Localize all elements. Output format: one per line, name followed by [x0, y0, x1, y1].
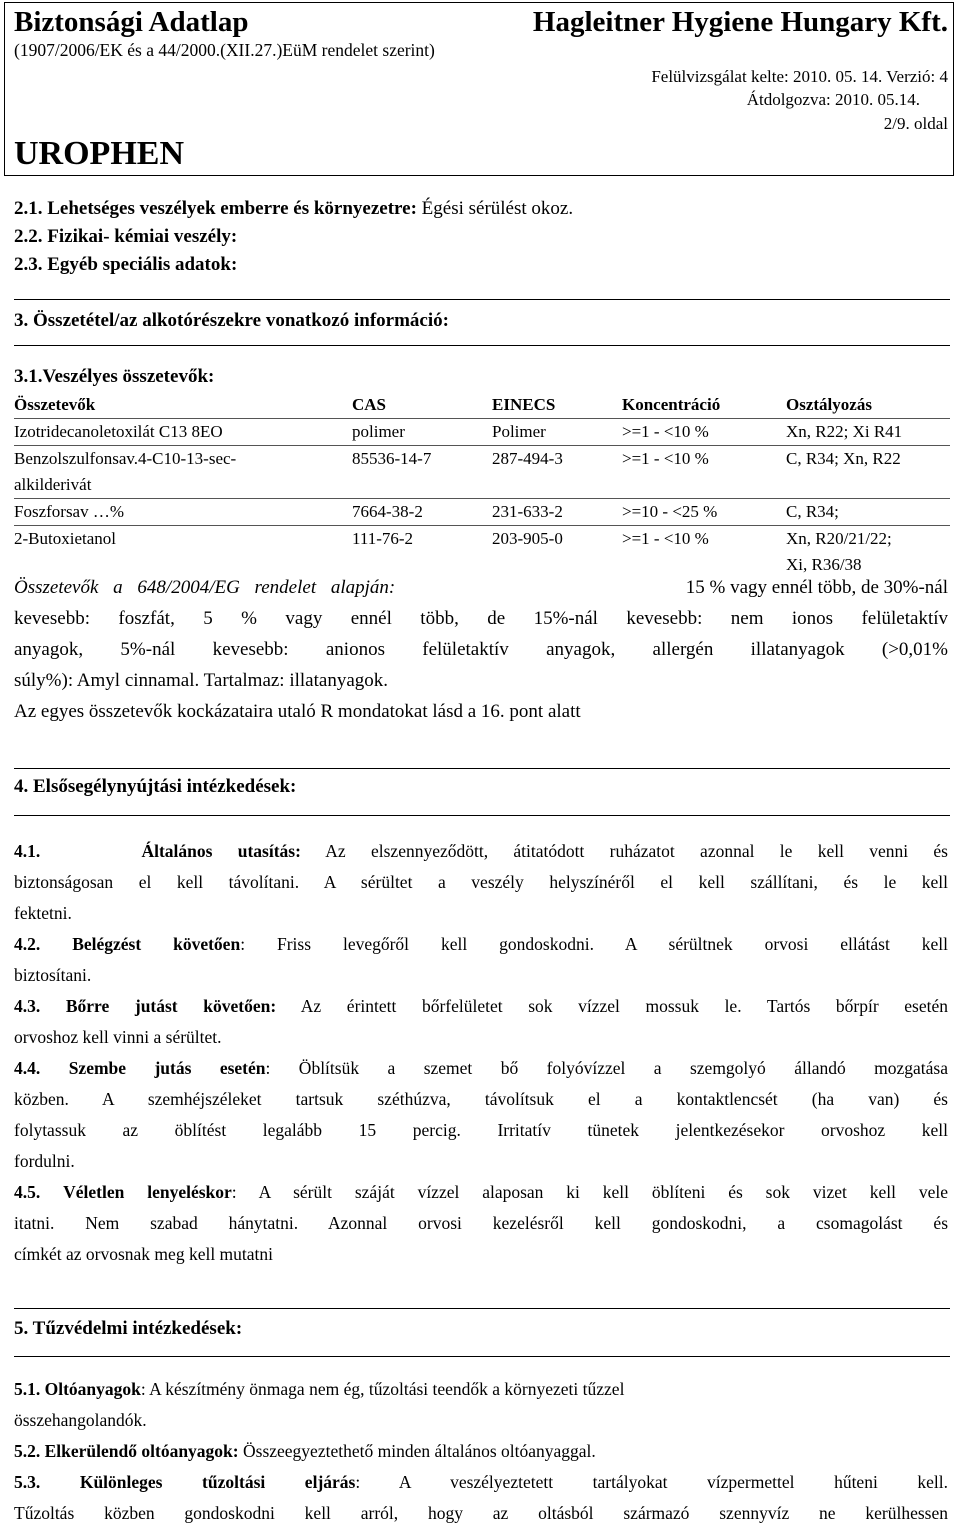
table-cell: Benzolszulfonsav.4-C10-13-sec-	[14, 449, 237, 468]
table-cell	[352, 472, 492, 499]
table-cell: 7664-38-2	[352, 499, 492, 526]
paragraph-text: : Friss levegőről kell gondoskodni. A sérültnek orvosi ellátást kell	[240, 934, 948, 954]
table-cell: >=10 - <25 %	[622, 499, 786, 526]
paragraph-line: címkét az orvosnak meg kell mutatni	[14, 1244, 274, 1264]
section-4-title: 4. Elsősegélynyújtási intézkedések:	[14, 776, 297, 797]
r-phrases-note: Az egyes összetevők kockázataira utaló R mondatokat lásd a 16. pont alatt	[14, 701, 581, 722]
paragraph-line	[14, 929, 948, 960]
paragraph-text: Az elszennyeződött, átitatódott ruházatot azonnal le kell venni és	[325, 841, 948, 861]
section-4-body	[14, 836, 948, 1270]
paragraph-line	[14, 836, 948, 867]
table-cell: polimer	[352, 419, 492, 446]
paragraph-line: orvoshoz kell vinni a sérültet.	[14, 1027, 222, 1047]
paragraph-line: súly%): Amyl cinnamal. Tartalmaz: illatanyagok.	[14, 670, 388, 691]
regulation-lead: Összetevők a 648/2004/EG rendelet alapján:	[14, 577, 396, 598]
paragraph-line: itatni. Nem szabad hánytatni. Azonnal orvosi kezelésről kell gondoskodni, a csomagolást és	[14, 1213, 948, 1233]
table-cell: alkilderivát	[14, 472, 352, 499]
paragraph-line: anyagok, 5%-nál kevesebb: anionos felületaktív anyagok, allergén illatanyagok (>0,01%	[14, 639, 948, 660]
section-heading: Oltóanyagok	[44, 1379, 141, 1399]
paragraph-line-text: 15 % vagy ennél több, de 30%-nál	[685, 577, 948, 598]
paragraph-text: : Öblítsük a szemet bő folyóvízzel a szemgolyó állandó mozgatása	[265, 1058, 949, 1078]
section-number: 4.3.	[14, 996, 41, 1016]
table-cell: 203-905-0	[492, 529, 563, 548]
section-heading: Különleges tűzoltási eljárás	[79, 1472, 356, 1492]
table-row	[14, 526, 950, 553]
section-number: 4.5.	[14, 1182, 41, 1202]
table-cell: C, R34; Xn, R22	[786, 449, 901, 468]
table-cell: Xn, R20/21/22;	[786, 529, 892, 548]
table-cell: >=1 - <10 %	[622, 419, 786, 446]
table-cell: >=1 - <10 %	[622, 449, 709, 468]
table-cell: Xn, R22; Xi R41	[786, 419, 950, 446]
section-number: 4.2.	[14, 934, 41, 954]
divider	[14, 1356, 950, 1357]
table-header-cell: Osztályozás	[786, 392, 950, 419]
regulation-paragraph	[14, 572, 948, 727]
section-heading: Általános utasítás:	[141, 841, 301, 861]
section-number: 4.4.	[14, 1058, 41, 1078]
section-heading: Véletlen lenyeléskor	[63, 1182, 232, 1202]
section-2-1-number: 2.1.	[14, 198, 43, 219]
table-row	[14, 419, 950, 446]
paragraph-line: közben. A szemhéjszéleket tartsuk széthúzva, távolítsuk el a kontaktlencsét (ha van) és	[14, 1089, 948, 1109]
table-cell	[622, 472, 786, 499]
paragraph-line: biztonságosan el kell távolítani. A sérültet a veszély helyszínéről el kell szállítani, és le kell	[14, 872, 948, 892]
regulation-text: (1907/2006/EK és a 44/2000.(XII.27.)EüM rendelet szerint)	[14, 40, 435, 60]
section-number: 5.3.	[14, 1472, 41, 1492]
table-header-cell: Összetevők	[14, 392, 352, 419]
paragraph-line: folytassuk az öblítést legalább 15 percig. Irritatív tünetek jelentkezésekor orvoshoz kell	[14, 1120, 948, 1140]
paragraph-line	[14, 1436, 948, 1467]
section-number: 4.1.	[14, 841, 41, 861]
paragraph-text: Összeegyeztethető minden általános oltóanyaggal.	[243, 1441, 596, 1461]
section-number: 5.1.	[14, 1379, 41, 1399]
table-cell	[492, 472, 622, 499]
paragraph-text: : A veszélyeztetett tartályokat vízpermettel hűteni kell.	[355, 1472, 949, 1492]
table-cell: C, R34;	[786, 499, 950, 526]
divider	[14, 815, 950, 816]
paragraph-line: összehangolandók.	[14, 1410, 147, 1430]
table-cell: 2-Butoxietanol	[14, 529, 116, 548]
table-cell: 287-494-3	[492, 449, 563, 468]
paragraph-line: Tűzoltás közben gondoskodni kell arról, hogy az oltásból származó szennyvíz ne kerülhessen	[14, 1503, 948, 1523]
table-cell: >=1 - <10 %	[622, 529, 709, 548]
table-cell: 111-76-2	[352, 529, 414, 548]
section-heading: Bőrre jutást követően:	[65, 996, 277, 1016]
section-2-3: 2.3. Egyéb speciális adatok:	[14, 254, 238, 275]
paragraph-text: : A sérült száját vízzel alaposan ki kell öblíteni és sok vizet kell vele	[231, 1182, 949, 1202]
revision-date: Felülvizsgálat kelte: 2010. 05. 14. Verzió: 4	[651, 67, 948, 86]
paragraph-line	[14, 991, 948, 1022]
section-heading: Szembe jutás esetén	[68, 1058, 266, 1078]
table-cell: 85536-14-7	[352, 449, 432, 468]
section-5-title: 5. Tűzvédelmi intézkedések:	[14, 1318, 243, 1339]
company-name: Hagleitner Hygiene Hungary Kft.	[532, 6, 948, 38]
divider	[14, 345, 950, 346]
table-cell: Xi, R36/38	[786, 555, 862, 574]
paragraph-line: fektetni.	[14, 903, 72, 923]
product-name: UROPHEN	[14, 135, 184, 172]
paragraph-line	[14, 1374, 948, 1405]
reworked-date: Átdolgozva: 2010. 05.14.	[746, 90, 920, 109]
table-row	[14, 446, 950, 473]
divider	[14, 768, 950, 769]
table-cell: Foszforsav …%	[14, 499, 352, 526]
section-5-body	[14, 1374, 948, 1529]
section-2-2: 2.2. Fizikai- kémiai veszély:	[14, 226, 238, 247]
section-number: 5.2.	[14, 1441, 41, 1461]
paragraph-text: : A készítmény önmaga nem ég, tűzoltási teendők a környezeti tűzzel	[140, 1379, 625, 1399]
table-header-row	[14, 392, 950, 419]
paragraph-line: kevesebb: foszfát, 5 % vagy ennél több, de 15%-nál kevesebb: nem ionos felületaktív	[14, 608, 948, 629]
table-row	[14, 472, 950, 499]
table-row	[14, 499, 950, 526]
doc-title: Biztonsági Adatlap	[14, 6, 249, 38]
page-number: 2/9. oldal	[883, 114, 948, 133]
divider	[14, 299, 950, 300]
paragraph-line	[14, 1177, 948, 1208]
table-header-cell: CAS	[352, 392, 492, 419]
section-3-title: 3. Összetétel/az alkotórészekre vonatkozó információ:	[14, 310, 449, 331]
section-heading: Belégzést követően	[72, 934, 241, 954]
table-cell	[786, 472, 950, 499]
section-2-1-text: Égési sérülést okoz.	[421, 198, 574, 219]
paragraph-line	[14, 1467, 948, 1498]
paragraph-line: fordulni.	[14, 1151, 75, 1171]
table-cell: Izotridecanoletoxilát C13 8EO	[14, 419, 352, 446]
table-cell: Polimer	[492, 419, 622, 446]
section-3-1-title: 3.1.Veszélyes összetevők:	[14, 366, 215, 387]
divider	[14, 1308, 950, 1309]
section-heading: Elkerülendő oltóanyagok:	[44, 1441, 239, 1461]
paragraph-line	[14, 572, 948, 603]
table-cell: 231-633-2	[492, 499, 622, 526]
ingredients-table	[14, 392, 950, 578]
paragraph-line: biztosítani.	[14, 965, 92, 985]
section-2-1	[14, 198, 573, 220]
section-2-1-title: Lehetséges veszélyek emberre és környezetre:	[47, 198, 417, 219]
table-header-cell: Koncentráció	[622, 392, 786, 419]
paragraph-line	[14, 1053, 948, 1084]
table-header-cell: EINECS	[492, 392, 622, 419]
paragraph-text: Az érintett bőrfelületet sok vízzel mossuk le. Tartós bőrpír esetén	[300, 996, 949, 1016]
